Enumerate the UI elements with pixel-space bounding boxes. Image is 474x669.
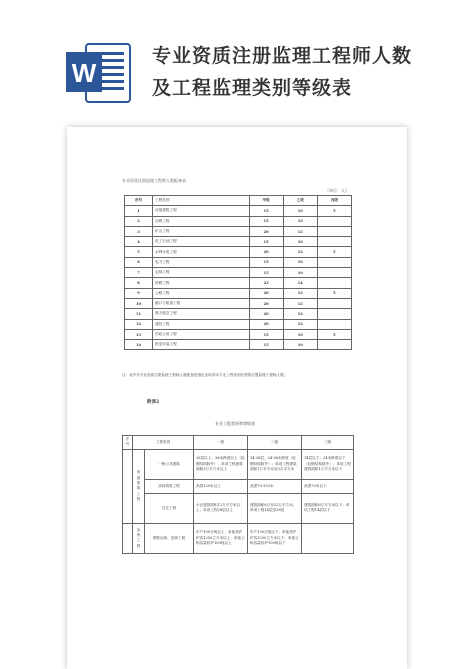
logo-letter: W — [71, 58, 97, 88]
cell-no: 8 — [125, 278, 153, 288]
table-row — [125, 237, 352, 247]
cell-grade-b: 10 — [283, 340, 317, 350]
cell-category: 化工石油工程 — [153, 237, 249, 247]
cell-grade-a: 20 — [249, 288, 283, 298]
cell-no: 10 — [125, 298, 153, 308]
cell-no: 1 — [125, 206, 153, 216]
cell-g1: 高度120米以上 — [194, 479, 248, 493]
unit-label: （单位：人） — [325, 188, 349, 193]
cell-category: 矿山工程 — [153, 226, 249, 236]
cell-category: 房屋建筑工程 — [133, 449, 145, 523]
cell-g3: 建筑面积6万平方米以下；单项工程14层以下 — [302, 493, 354, 523]
cell-category: 房屋建筑工程 — [153, 206, 249, 216]
cell-grade-c — [317, 340, 351, 350]
cell-g3 — [302, 523, 354, 553]
table-row — [125, 216, 352, 226]
cell-g3: 高度70米以下 — [302, 479, 354, 493]
cell-grade-a: 15 — [249, 340, 283, 350]
cell-sub: 钢铁冶炼、连铸工程 — [145, 523, 194, 553]
cell-no: 13 — [125, 329, 153, 339]
cell-grade-b: 10 — [283, 329, 317, 339]
cell-no: 2 — [125, 216, 153, 226]
cell-grade-b: 12 — [283, 226, 317, 236]
t2-col-grade-2: 二级 — [248, 436, 302, 450]
cell-grade-a: 15 — [249, 329, 283, 339]
cell-grade-b: 12 — [283, 288, 317, 298]
cell-no — [123, 523, 133, 553]
cell-grade-b: 10 — [283, 237, 317, 247]
table2-row — [123, 523, 354, 553]
t2-col-grade-3: 三级 — [302, 436, 354, 450]
cell-grade-c — [317, 268, 351, 278]
cell-grade-b: 12 — [283, 309, 317, 319]
cell-category: 港口与航道工程 — [153, 298, 249, 308]
cell-grade-c — [317, 319, 351, 329]
cell-category: 电力工程 — [153, 257, 249, 267]
word-logo-icon — [64, 38, 134, 108]
cell-grade-c: 5 — [317, 288, 351, 298]
cell-no: 4 — [125, 237, 153, 247]
table2-row — [123, 479, 354, 493]
cell-grade-c — [317, 309, 351, 319]
cell-g1: 28层以上；36米跨度以上（轻钢结构除外）；单项工程建筑面积3万平方米以上 — [194, 449, 248, 479]
table-note: 注：表中各专业资质注册监理工程师人数配备是指企业取得本专业工程类别注册的注册监理工程师人数。 — [122, 373, 288, 377]
cell-g2: 建筑面积6万至12万平方米；单项工程14层至28层 — [248, 493, 302, 523]
cell-grade-c: 5 — [317, 206, 351, 216]
cell-grade-b: 12 — [283, 247, 317, 257]
cell-category: 冶炼工程 — [153, 216, 249, 226]
cell-g2: 高度70-120米 — [248, 479, 302, 493]
document-caption: 专业资质注册监理工程师人数配备表 — [122, 178, 186, 183]
t2-col-category: 工程类别 — [133, 436, 194, 450]
table-row — [125, 309, 352, 319]
table-row — [125, 319, 352, 329]
title-line-2: 及工程监理类别等级表 — [152, 77, 353, 99]
annex-label: 附表2 — [147, 400, 160, 405]
cell-grade-a: 20 — [249, 247, 283, 257]
cell-grade-a: 20 — [249, 298, 283, 308]
cell-no: 5 — [125, 247, 153, 257]
cell-grade-a: 20 — [249, 319, 283, 329]
cell-grade-c: 5 — [317, 247, 351, 257]
cell-sub: 一般公共建筑 — [145, 449, 194, 479]
cell-category: 公路工程 — [153, 288, 249, 298]
cell-no: 14 — [125, 340, 153, 350]
col-header-grade-b: 乙级 — [283, 196, 317, 206]
cell-grade-c — [317, 298, 351, 308]
table-row — [125, 268, 352, 278]
cell-grade-c — [317, 257, 351, 267]
cell-grade-c — [317, 216, 351, 226]
table-row — [125, 340, 352, 350]
cell-no: 7 — [125, 268, 153, 278]
cell-no: 3 — [125, 226, 153, 236]
col-header-category: 工程类别 — [153, 196, 249, 206]
cell-grade-a: 20 — [249, 309, 283, 319]
cell-category: 农林工程 — [153, 268, 249, 278]
cell-grade-b: 10 — [283, 216, 317, 226]
cell-g1: 年产100万吨以上；单座高炉炉容1250立方米以上；单座公称容量转炉100吨以上 — [194, 523, 248, 553]
cell-grade-b: 10 — [283, 257, 317, 267]
cell-grade-a: 15 — [249, 206, 283, 216]
cell-grade-b: 14 — [283, 278, 317, 288]
cell-no: 12 — [125, 319, 153, 329]
cell-g3: 14层以下；24米跨度以下（轻钢结构除外）；单项工程建筑面积1万平方米以下 — [302, 449, 354, 479]
cell-category: 铁路工程 — [153, 278, 249, 288]
cell-no: 9 — [125, 288, 153, 298]
col-header-no: 序号 — [125, 196, 153, 206]
col-header-grade-c: 丙级 — [317, 196, 351, 206]
table-row — [125, 288, 352, 298]
cell-g2: 14-28层；24-36米跨度（轻钢结构除外）；单项工程建筑面积1万平方米至3万平方米 — [248, 449, 302, 479]
t2-col-grade-1: 一级 — [194, 436, 248, 450]
cell-category: 航天航空工程 — [153, 309, 249, 319]
table2-title: 专业工程类别和等级表 — [215, 421, 255, 426]
cell-grade-c — [317, 237, 351, 247]
document-page — [67, 127, 407, 669]
table-row — [125, 298, 352, 308]
table2-row — [123, 449, 354, 479]
cell-grade-b: 12 — [283, 319, 317, 329]
title-line-1: 专业资质注册监理工程师人数 — [152, 45, 413, 67]
table2-row — [123, 493, 354, 523]
table-row — [125, 206, 352, 216]
cell-grade-a: 15 — [249, 257, 283, 267]
cell-category: 水利水电工程 — [153, 247, 249, 257]
cell-grade-a: 15 — [249, 237, 283, 247]
cell-grade-a: 15 — [249, 268, 283, 278]
cell-grade-b: 10 — [283, 206, 317, 216]
cell-g2: 年产100万吨以下；单座高炉炉容1250立方米以下；单座公称容量转炉100吨以下 — [248, 523, 302, 553]
col-header-grade-a: 甲级 — [249, 196, 283, 206]
cell-sub: 高耸构筑工程 — [145, 479, 194, 493]
project-grade-table — [122, 435, 354, 554]
cell-grade-b: 10 — [283, 268, 317, 278]
table-header-row — [125, 196, 352, 206]
cell-grade-c — [317, 278, 351, 288]
cell-category: 冶炼工程 — [133, 523, 145, 553]
cell-sub: 住宅工程 — [145, 493, 194, 523]
engineer-count-table — [124, 195, 352, 350]
table-row — [125, 329, 352, 339]
table2-header-row — [123, 436, 354, 450]
cell-category: 通信工程 — [153, 319, 249, 329]
table-row — [125, 278, 352, 288]
cell-grade-c: 5 — [317, 329, 351, 339]
table-row — [125, 226, 352, 236]
t2-col-no: 序号 — [123, 436, 133, 450]
cell-grade-c — [317, 226, 351, 236]
cell-no: 11 — [125, 309, 153, 319]
cell-grade-a: 15 — [249, 216, 283, 226]
cell-grade-b: 12 — [283, 298, 317, 308]
cell-g1: 小区建筑面积12万平方米以上；单项工程28层以上 — [194, 493, 248, 523]
cell-no — [123, 449, 133, 523]
cell-no: 6 — [125, 257, 153, 267]
table-row — [125, 247, 352, 257]
cell-grade-a: 20 — [249, 226, 283, 236]
table-row — [125, 257, 352, 267]
cell-category: 市政公用工程 — [153, 329, 249, 339]
page-title — [152, 40, 452, 104]
cell-grade-a: 23 — [249, 278, 283, 288]
cell-category: 机电安装工程 — [153, 340, 249, 350]
